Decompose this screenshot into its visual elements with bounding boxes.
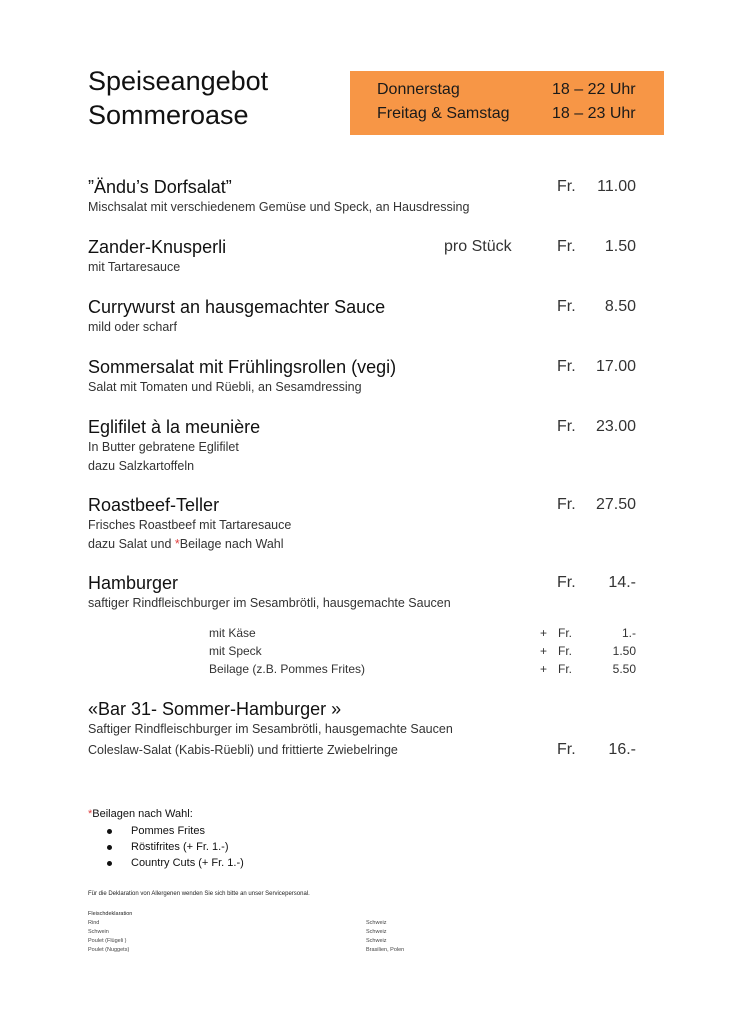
item-description: Saftiger Rindfleischburger im Sesambrötli, hausgemachte Saucen: [88, 722, 453, 736]
extra-price: 1.50: [612, 644, 636, 658]
extra-currency: Fr.: [558, 644, 572, 658]
item-description: [88, 535, 648, 554]
item-currency: Fr.: [557, 741, 576, 758]
title-line-1: Speiseangebot: [88, 66, 269, 96]
item-description: In Butter gebratene Eglifilet: [88, 440, 239, 454]
item-description: Frisches Roastbeef mit Tartaresauce: [88, 518, 292, 532]
extra-plus: +: [540, 644, 548, 658]
page-title: [88, 64, 268, 132]
asterisk-marker: *: [174, 537, 180, 551]
extra-label: mit Speck: [209, 644, 262, 658]
sides-section: [88, 805, 244, 871]
item-name: Currywurst an hausgemachter Sauce: [88, 297, 386, 317]
item-currency: Fr.: [557, 298, 576, 315]
table-row: [88, 946, 488, 955]
allergen-note: Für die Deklaration von Allergenen wenden Sie sich bitte an unser Servicepersonal.: [88, 891, 310, 897]
meat-type: Rind: [88, 920, 100, 926]
extra-price: 5.50: [612, 662, 636, 676]
opening-hours-box: [350, 71, 664, 135]
sides-heading: [88, 805, 244, 823]
extra-label: mit Käse: [209, 626, 256, 640]
title-line-2: Sommeroase: [88, 100, 249, 130]
item-name: ”Ändu’s Dorfsalat”: [88, 177, 232, 197]
meat-origin: Schweiz: [366, 920, 387, 926]
table-row: [88, 937, 488, 946]
meat-type: Poulet (Nuggets): [88, 947, 130, 953]
item-currency: Fr.: [557, 178, 576, 195]
meat-type: Schwein: [88, 929, 109, 935]
list-item: Röstifrites (+ Fr. 1.-): [131, 839, 244, 855]
list-item: Country Cuts (+ Fr. 1.-): [131, 857, 244, 869]
item-currency: Fr.: [557, 496, 576, 513]
item-name: Sommersalat mit Frühlingsrollen (vegi): [88, 357, 397, 377]
hours-day: Freitag & Samstag: [377, 105, 510, 122]
item-price: 23.00: [595, 418, 636, 435]
desc-text: Beilage nach Wahl: [179, 537, 284, 551]
meat-type: Poulet (Flügeli ): [88, 938, 127, 944]
hours-time: 18 – 22 Uhr: [552, 81, 636, 98]
item-unit: pro Stück: [444, 238, 512, 255]
sides-list: [88, 823, 244, 871]
item-name: Hamburger: [88, 573, 179, 593]
list-item: Pommes Frites: [131, 823, 244, 839]
sides-heading-text: Beilagen nach Wahl:: [92, 808, 193, 820]
item-price: 8.50: [604, 298, 636, 315]
meat-declaration-heading: Fleischdeklaration: [88, 911, 133, 917]
item-description: Salat mit Tomaten und Rüebli, an Sesamdressing: [88, 380, 362, 394]
hours-row: [377, 81, 664, 105]
meat-declaration: [88, 910, 488, 955]
item-name: Eglifilet à la meunière: [88, 417, 261, 437]
item-description: mit Tartaresauce: [88, 260, 181, 274]
hours-day: Donnerstag: [377, 81, 460, 98]
item-price: 17.00: [595, 358, 636, 375]
item-description: Mischsalat mit verschiedenem Gemüse und Speck, an Hausdressing: [88, 200, 470, 214]
item-price: 16.-: [608, 741, 636, 758]
item-currency: Fr.: [557, 574, 576, 591]
item-price: 14.-: [608, 574, 636, 591]
item-currency: Fr.: [557, 238, 576, 255]
table-row: [88, 928, 488, 937]
item-price: 1.50: [604, 238, 636, 255]
item-description: saftiger Rindfleischburger im Sesambrötli, hausgemachte Saucen: [88, 596, 451, 610]
item-price: 11.00: [597, 178, 636, 195]
meat-origin: Schweiz: [366, 938, 387, 944]
hours-row: [377, 105, 664, 129]
hours-time: 18 – 23 Uhr: [552, 105, 636, 122]
extra-plus: +: [540, 626, 548, 640]
item-currency: Fr.: [557, 358, 576, 375]
extra-plus: +: [540, 662, 548, 676]
extra-price: 1.-: [621, 626, 636, 640]
meat-origin: Schweiz: [366, 929, 387, 935]
item-price: 27.50: [595, 496, 636, 513]
item-name: Zander-Knusperli: [88, 237, 227, 257]
table-row: [88, 919, 488, 928]
extra-currency: Fr.: [558, 662, 572, 676]
item-currency: Fr.: [557, 418, 576, 435]
meat-origin: Brasilien, Polen: [366, 947, 405, 953]
extra-label: Beilage (z.B. Pommes Frites): [209, 662, 366, 676]
item-description: mild oder scharf: [88, 320, 177, 334]
item-description: Coleslaw-Salat (Kabis-Rüebli) und frittierte Zwiebelringe: [88, 743, 398, 757]
item-name: «Bar 31- Sommer-Hamburger »: [88, 699, 342, 719]
desc-text: dazu Salat und: [88, 537, 175, 551]
item-description: dazu Salzkartoffeln: [88, 459, 195, 473]
item-name: Roastbeef-Teller: [88, 495, 220, 515]
asterisk-marker: *: [88, 808, 93, 820]
extra-currency: Fr.: [558, 626, 572, 640]
